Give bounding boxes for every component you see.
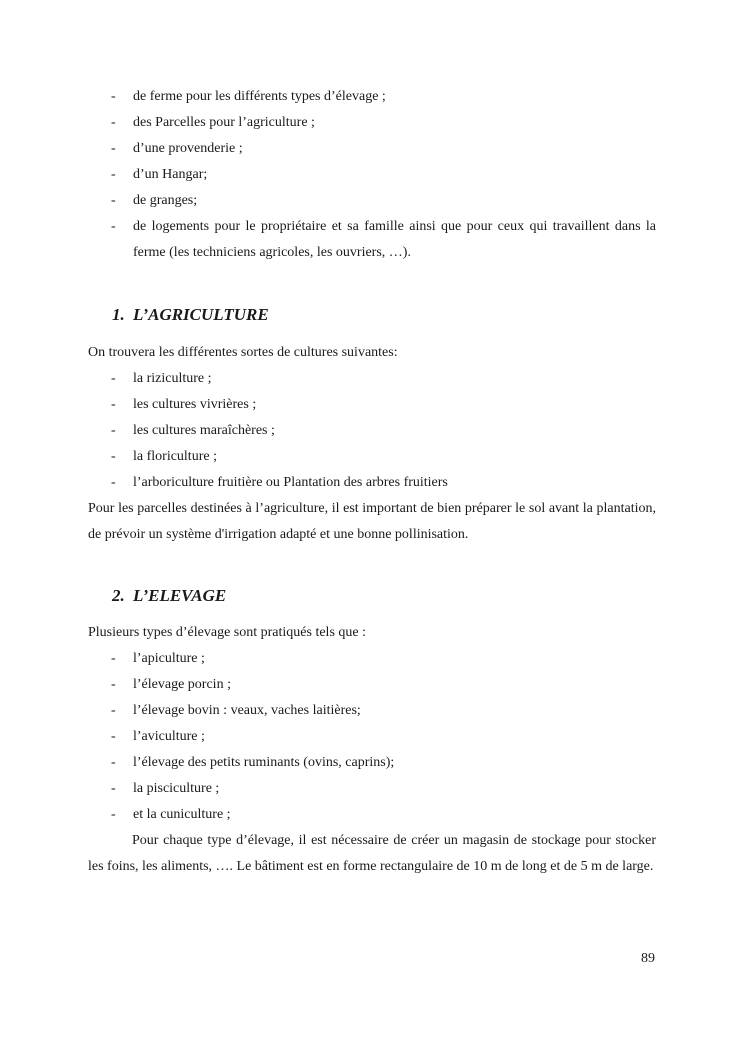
list-dash: -	[111, 703, 116, 718]
list-item-text: de granges;	[133, 193, 198, 208]
list-item-text: la pisciculture ;	[133, 781, 220, 796]
section-intro: On trouvera les différentes sortes de cultures suivantes:	[88, 345, 398, 360]
section-heading-agriculture	[112, 305, 269, 325]
list-item-text: la riziculture ;	[133, 371, 212, 386]
list-item	[88, 136, 656, 162]
list-dash: -	[111, 677, 116, 692]
section-paragraph: Pour chaque type d’élevage, il est nécessaire de créer un magasin de stockage pour stocker les foins, les aliments, …. Le bâtiment est en forme rectangulaire de 10 m de long et de 5 m de large.	[88, 833, 656, 874]
list-item	[88, 392, 656, 418]
list-dash: -	[111, 423, 116, 438]
list-item-text: l’élevage des petits ruminants (ovins, caprins);	[133, 755, 395, 770]
list-item	[88, 444, 656, 470]
page-number: 89	[641, 951, 655, 966]
list-item	[88, 110, 656, 136]
list-item-text: et la cuniculture ;	[133, 807, 231, 822]
list-item	[88, 802, 656, 828]
list-dash: -	[111, 141, 116, 156]
list-item	[88, 470, 656, 496]
list-item	[88, 750, 656, 776]
section-paragraph: Pour les parcelles destinées à l’agriculture, il est important de bien préparer le sol avant la plantation, de prévoir un système d'irrigation adapté et une bonne pollinisation.	[88, 501, 656, 542]
list-item-text: d’une provenderie ;	[133, 141, 243, 156]
list-item	[88, 366, 656, 392]
list-item	[88, 214, 656, 266]
list-item-text: l’apiculture ;	[133, 651, 205, 666]
list-item-text: la floriculture ;	[133, 449, 217, 464]
list-dash: -	[111, 807, 116, 822]
section-number: 2.	[112, 586, 125, 605]
list-item	[88, 646, 656, 672]
list-item	[88, 418, 656, 444]
list-item	[88, 776, 656, 802]
elevage-list	[88, 646, 656, 828]
intro-list-block	[88, 84, 656, 266]
list-dash: -	[111, 397, 116, 412]
section-title: L’AGRICULTURE	[133, 305, 269, 324]
section-number: 1.	[112, 305, 125, 324]
list-dash: -	[111, 781, 116, 796]
list-item-text: d’un Hangar;	[133, 167, 208, 182]
list-item-text: des Parcelles pour l’agriculture ;	[133, 115, 315, 130]
list-item-text: de ferme pour les différents types d’élevage ;	[133, 89, 386, 104]
list-item	[88, 84, 656, 110]
list-item-text: l’élevage bovin : veaux, vaches laitières;	[133, 703, 361, 718]
list-item-text: l’élevage porcin ;	[133, 677, 231, 692]
list-dash: -	[111, 89, 116, 104]
intro-list	[88, 84, 656, 266]
section-title: L’ELEVAGE	[133, 586, 227, 605]
list-item	[88, 698, 656, 724]
list-item-text: les cultures maraîchères ;	[133, 423, 275, 438]
list-dash: -	[111, 651, 116, 666]
list-dash: -	[111, 193, 116, 208]
list-dash: -	[111, 167, 116, 182]
list-item-text: de logements pour le propriétaire et sa famille ainsi que pour ceux qui travaillent dans la ferme (les techniciens agricoles, les ouvriers, …).	[133, 219, 656, 260]
list-dash: -	[111, 449, 116, 464]
list-item	[88, 188, 656, 214]
list-item	[88, 724, 656, 750]
list-item	[88, 162, 656, 188]
cultures-list	[88, 366, 656, 496]
section-agriculture-body	[88, 340, 656, 548]
section-intro: Plusieurs types d’élevage sont pratiqués tels que :	[88, 625, 366, 640]
list-item-text: les cultures vivrières ;	[133, 397, 257, 412]
list-item-text: l’aviculture ;	[133, 729, 205, 744]
list-dash: -	[111, 219, 116, 234]
list-dash: -	[111, 729, 116, 744]
list-item	[88, 672, 656, 698]
section-elevage-body	[88, 620, 656, 880]
list-item-text: l’arboriculture fruitière ou Plantation des arbres fruitiers	[133, 475, 448, 490]
list-dash: -	[111, 115, 116, 130]
list-dash: -	[111, 475, 116, 490]
list-dash: -	[111, 755, 116, 770]
list-dash: -	[111, 371, 116, 386]
section-heading-elevage	[112, 586, 226, 606]
